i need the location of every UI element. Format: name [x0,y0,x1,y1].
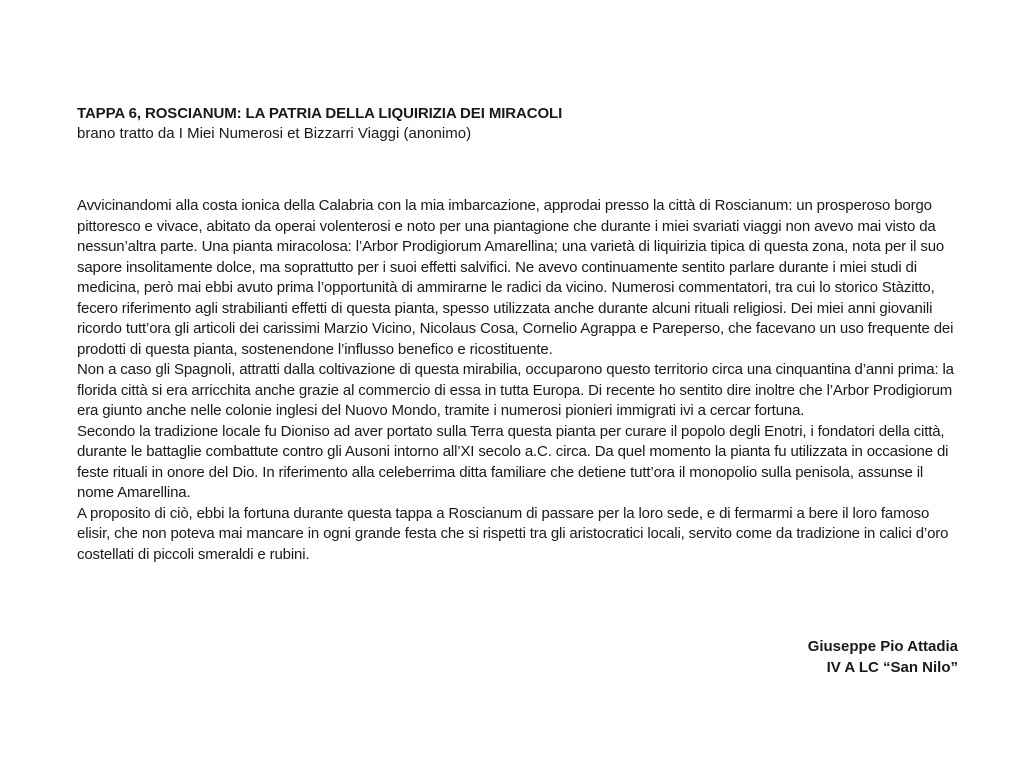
document-subtitle: brano tratto da I Miei Numerosi et Bizzarri Viaggi (anonimo) [77,125,472,142]
document-title: TAPPA 6, ROSCIANUM: LA PATRIA DELLA LIQUIRIZIA DEI MIRACOLI [77,105,563,122]
signature-class: IV A LC “San Nilo” [826,659,958,676]
signature-author: Giuseppe Pio Attadia [807,638,958,655]
document-page [77,104,961,565]
body-paragraph: Secondo la tradizione locale fu Dioniso ad aver portato sulla Terra questa pianta per curare il popolo degli Enotri, i fondatori della città, durante le battaglie combattute contro gli Ausoni intorno all’XI secolo a.C. circa. Da quel momento la pianta fu utilizzata in occasione di feste rituali in onore del Dio. In riferimento alla celeberrima ditta familiare che detiene tutt’ora il monopolio sulla penisola, assunse il nome Amarellina. [77,422,949,501]
body-paragraph: Avvicinandomi alla costa ionica della Calabria con la mia imbarcazione, approdai presso la città di Roscianum: un prosperoso borgo pittoresco e vivace, abitato da operai volenterosi e noto per una piantagione che durante i miei svariati viaggi non avevo mai visto da nessun’altra parte. Una pianta miracolosa: l’Arbor Prodigiorum Amarellina; una varietà di liquirizia tipica di questa zona, nota per il suo sapore insolitamente dolce, ma soprattutto per i suoi effetti salvifici. Ne avevo continuamente sentito parlare durante i miei studi di medicina, però mai ebbi avuto prima l’opportunità di ammirarne le radici da vicino. Numerosi commentatori, tra cui lo storico Stàzitto, fecero riferimento agli strabilianti effetti di questa pianta, spesso utilizzata anche durante alcuni rituali religiosi. Dei miei anni giovanili ricordo tutt’ora gli articoli dei carissimi Marzio Vicino, Nicolaus Cosa, Cornelio Agrappa e Pareperso, che facevano un uso frequente dei prodotti di questa pianta, sostenendone l’influsso benefico e ricostituente. [77,197,954,358]
document-body [77,196,961,565]
body-paragraph: Non a caso gli Spagnoli, attratti dalla coltivazione di questa mirabilia, occuparono questo territorio circa una cinquantina d’anni prima: la florida città si era arricchita anche grazie al commercio di essa in tutta Europa. Di recente ho sentito dire inoltre che l’Arbor Prodigiorum era giunto anche nelle colonie inglesi del Nuovo Mondo, tramite i numerosi pionieri immigrati ivi a cercar fortuna. [77,361,954,419]
signature-block [808,636,958,678]
body-paragraph: A proposito di ciò, ebbi la fortuna durante questa tappa a Roscianum di passare per la loro sede, e di fermarmi a bere il loro famoso elisir, che non poteva mai mancare in ogni grande festa che si rispetti tra gli aristocratici locali, servito come da tradizione in calici d’oro costellati di piccoli smeraldi e rubini. [77,504,949,563]
